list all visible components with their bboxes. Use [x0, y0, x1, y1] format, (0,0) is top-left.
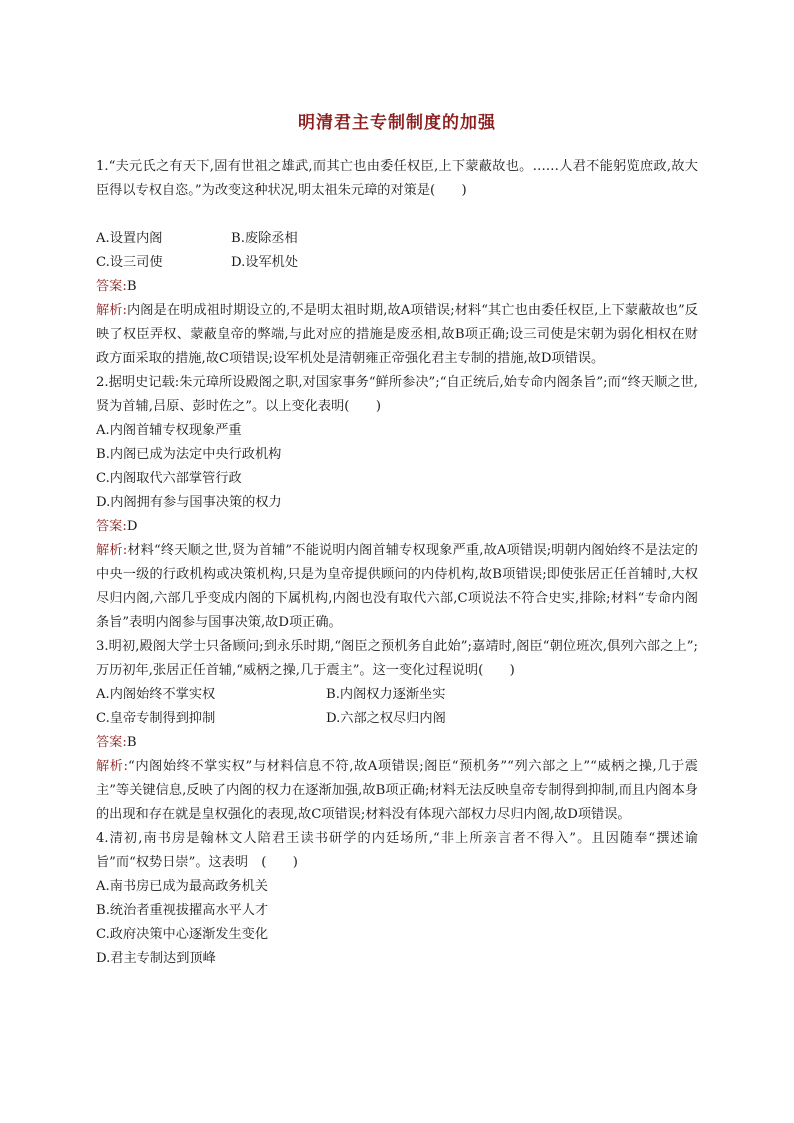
- question-4: [96, 827, 698, 971]
- option-d: D.君主专制达到顶峰: [96, 951, 216, 966]
- option-b: B.统治者重视拔擢高水平人才: [96, 903, 269, 918]
- answer-value: B: [126, 279, 137, 294]
- question-3: [96, 635, 698, 827]
- answer-label: 答案:: [96, 279, 127, 294]
- analysis: [96, 755, 698, 827]
- answer-value: B: [126, 735, 137, 750]
- option-d: D.六部之权尽归内阁: [326, 711, 446, 726]
- option-b: B.废除丞相: [231, 231, 298, 246]
- analysis-text: “内阁始终不掌实权”与材料信息不符,故A项错误;阁臣“预机务”“列六部之上”“威柄之操,几于震主”等关键信息,反映了内阁的权力在逐渐加强,故B项正确;材料无法反映皇帝专制得到抑制,而且内阁本身的出现和存在就是皇权强化的表现,故C项错误;材料没有体现六部权力尽归内阁,故D项错误。: [96, 759, 698, 822]
- analysis: [96, 539, 698, 635]
- analysis-label: 解析:: [96, 543, 128, 558]
- option-c: C.设三司使: [96, 255, 163, 270]
- option-c: C.皇帝专制得到抑制: [96, 711, 216, 726]
- option-d: D.设军机处: [231, 255, 299, 270]
- answer-line: [96, 731, 698, 755]
- analysis-label: 解析:: [96, 759, 128, 774]
- option-list: [96, 227, 698, 275]
- question-stem: 1.“夫元氏之有天下,固有世祖之雄武,而其亡也由委任权臣,上下蒙蔽故也。……人君不能躬览庶政,故大臣得以专权自恣。”为改变这种状况,明太祖朱元璋的对策是( ): [96, 159, 698, 198]
- question-stem: 2.据明史记载:朱元璋所设殿阁之职,对国家事务“鲜所参决”;“自正统后,始专命内阁条旨”;而“终天顺之世,贤为首辅,吕原、彭时佐之”。以上变化表明( ): [96, 375, 698, 414]
- option-a: A.设置内阁: [96, 231, 163, 246]
- answer-value: D: [126, 519, 138, 534]
- analysis: [96, 299, 698, 371]
- question-1: [96, 155, 698, 371]
- option-b: B.内阁权力逐渐坐实: [326, 687, 446, 702]
- question-stem: 4.清初,南书房是翰林文人陪君王读书研学的内廷场所,“非上所亲言者不得入”。且因随奉“撰述谕旨”而“权势日崇”。这表明 ( ): [96, 831, 698, 870]
- option-b: B.内阁已成为法定中央行政机构: [96, 447, 282, 462]
- question-stem: 3.明初,殿阁大学士只备顾问;到永乐时期,“阁臣之预机务自此始”;嘉靖时,阁臣“朝位班次,俱列六部之上”;万历初年,张居正任首辅,“威柄之操,几于震主”。这一变化过程说明( ): [96, 639, 698, 678]
- option-c: C.政府决策中心逐渐发生变化: [96, 927, 269, 942]
- spacer: [96, 203, 698, 227]
- question-2: [96, 371, 698, 635]
- answer-label: 答案:: [96, 519, 127, 534]
- analysis-label: 解析:: [96, 303, 127, 318]
- option-a: A.南书房已成为最高政务机关: [96, 879, 268, 894]
- option-a: A.内阁首辅专权现象严重: [96, 423, 242, 438]
- analysis-text: 材料“终天顺之世,贤为首辅”不能说明内阁首辅专权现象严重,故A项错误;明朝内阁始终不是法定的中央一级的行政机构或决策机构,只是为皇帝提供顾问的内侍机构,故B项错误;即使张居正任首辅时,大权尽归内阁,六部几乎变成内阁的下属机构,内阁也没有取代六部,C项说法不符合史实,排除;材料“专命内阁条旨”表明内阁参与国事决策,故D项正确。: [96, 543, 698, 630]
- page-title: 明清君主专制制度的加强: [298, 113, 496, 133]
- option-c: C.内阁取代六部掌管行政: [96, 471, 242, 486]
- option-list: [96, 683, 698, 731]
- option-a: A.内阁始终不掌实权: [96, 687, 216, 702]
- option-d: D.内阁拥有参与国事决策的权力: [96, 495, 282, 510]
- answer-line: [96, 515, 698, 539]
- answer-line: [96, 275, 698, 299]
- analysis-text: 内阁是在明成祖时期设立的,不是明太祖时期,故A项错误;材料“其亡也由委任权臣,上下蒙蔽故也”反映了权臣弄权、蒙蔽皇帝的弊端,与此对应的措施是废丞相,故B项正确;设三司使是宋朝为弱化相权在财政方面采取的措施,故C项错误;设军机处是清朝雍正帝强化君主专制的措施,故D项错误。: [96, 303, 698, 366]
- answer-label: 答案:: [96, 735, 127, 750]
